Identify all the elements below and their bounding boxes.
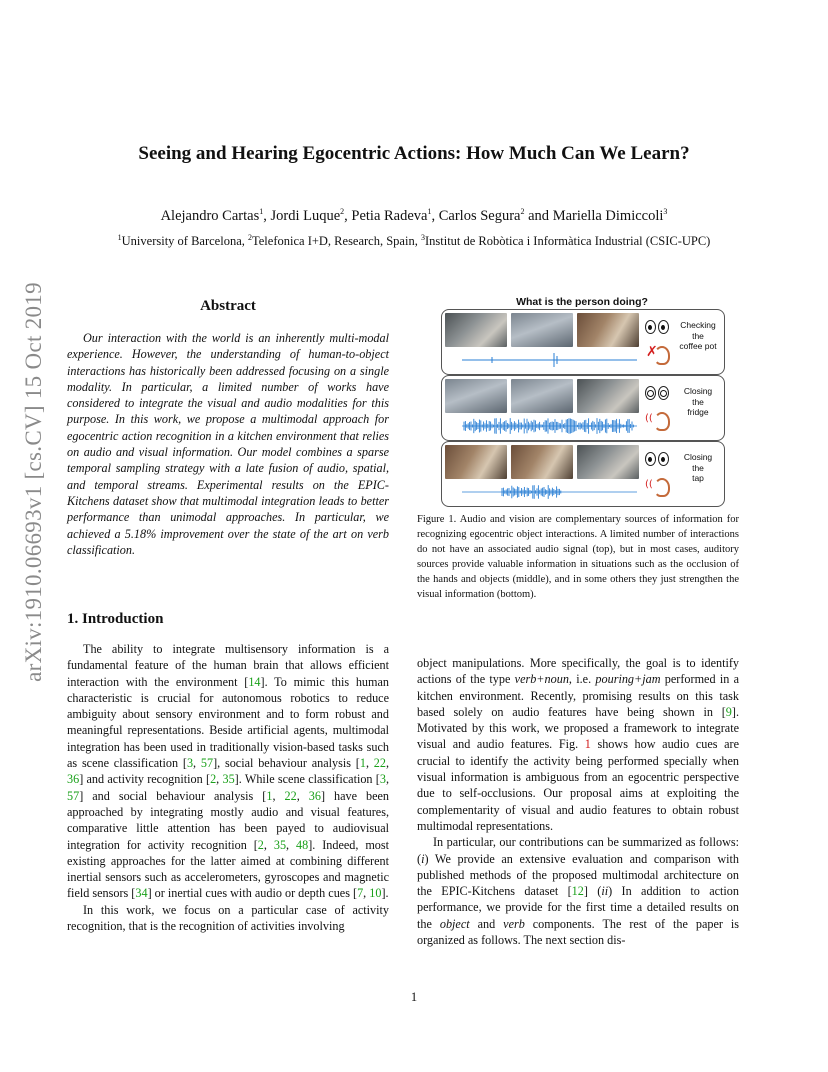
citation-link: 36 [308, 788, 321, 803]
italic-term: ii [601, 884, 609, 899]
introduction-heading: 1. Introduction [67, 611, 164, 627]
figure-panel-coffee-pot [441, 309, 725, 375]
muted-ear-icon: ✗ [646, 344, 658, 360]
right-paragraph-2: In particular, our contributions can be summarized as follows: (i) We provide an extensive evaluation and comparison with published methods of the proposed multimodal architecture on the EPIC-Kitchens dataset [12] (ii) In addition to action performance, we provide for the first time a detailed results on the object and verb components. The rest of the paper is organized as follows. The next section dis- [417, 835, 739, 948]
affiliation-marker: 2 [520, 207, 525, 217]
ear-icon [654, 346, 670, 365]
affiliation-name: Institut de Robòtica i Informàtica Industrial (CSIC-UPC) [424, 234, 711, 248]
arxiv-identifier-stamp [14, 282, 54, 682]
citation-link: 3 [186, 756, 194, 771]
italic-term: verb+noun [514, 672, 569, 687]
figure-panel-tap [441, 441, 725, 507]
author-list: Alejandro Cartas$^1$, Jordi Luque$^2$, Petia Radeva$^1$, Carlos Segura$^2$ and Mariella Dimiccoli$^3$ [160, 207, 668, 224]
figure-reference-link: 1 [584, 737, 591, 752]
panel-label: Closing the tap [683, 452, 713, 483]
affiliation-marker: 1 [259, 207, 264, 217]
introduction-body [67, 641, 389, 934]
citation-link: 35 [273, 837, 287, 852]
audio-waveform-burst [462, 482, 637, 502]
affiliation-name: Telefonica I+D, Research, Spain, [252, 234, 421, 248]
citation-link: 1 [359, 756, 366, 771]
panel-label: Checking the coffee pot [679, 320, 717, 351]
ear-icon [654, 478, 670, 497]
citation-link: 34 [135, 886, 148, 901]
affiliation-marker: 2 [248, 232, 252, 242]
affiliation-marker: 2 [340, 207, 345, 217]
eye-icon [645, 320, 656, 334]
italic-term: pouring+jam [595, 672, 661, 687]
sound-waves-icon: (( [645, 413, 653, 424]
citation-link: 12 [571, 884, 584, 899]
affiliation-marker: 1 [427, 207, 432, 217]
video-frame-thumbnail [577, 313, 639, 347]
citation-link: 9 [725, 704, 732, 719]
citation-link: 14 [248, 674, 261, 689]
eye-icon [645, 452, 656, 466]
author-name: Jordi Luque [270, 208, 341, 224]
citation-link: 57 [200, 756, 214, 771]
citation-link: 57 [67, 788, 80, 803]
author-name: Mariella Dimiccoli [552, 208, 664, 224]
author-name: Carlos Segura [438, 208, 521, 224]
video-frame-thumbnail [511, 379, 573, 413]
figure-title: What is the person doing? [516, 296, 648, 308]
citation-link: 36 [67, 772, 80, 787]
citation-link: 22 [373, 756, 386, 771]
video-frame-thumbnail [445, 313, 507, 347]
eye-icon [658, 452, 669, 466]
affiliation-marker: 3 [420, 232, 425, 242]
italic-term: verb [503, 916, 525, 931]
figure-caption: Figure 1. Audio and vision are complementary sources of information for recognizing egocentric object interactions. A limited number of interactions do not have an associated audio signal (top), but in most cases, auditory sources provide valuable information in situations such as the occlusion of the hands and objects (middle), and in some others they just strengthen the visual information (bottom). [417, 514, 739, 600]
audio-waveform-dense [462, 416, 637, 436]
citation-link: 35 [222, 772, 235, 787]
panel-label: Closing the fridge [683, 386, 713, 417]
audio-waveform-flat [462, 350, 637, 370]
video-frame-thumbnail [511, 445, 573, 479]
abstract-text: Our interaction with the world is an inherently multi-modal experience. However, the understanding of human-to-object interactions has historically been addressed focusing on a single modality. In particular, a limited number of works have considered to integrate the visual and audio modalities for this purpose. In this work, we propose a multimodal approach for egocentric action recognition in a kitchen environment that relies on audio and visual information. Our model combines a sparse temporal sampling strategy with a late fusion of audio, spatial, and temporal streams. Experimental results on the EPIC-Kitchens dataset show that multimodal integration leads to better performance than unimodal approaches. In particular, we achieved a 5.18% improvement over the state of the art on verb classification. [67, 331, 389, 557]
right-column-body [417, 655, 739, 948]
affiliation-marker: 3 [663, 207, 668, 217]
italic-term: object [439, 916, 470, 931]
author-name: Alejandro Cartas [160, 208, 260, 224]
confused-eye-icon [645, 386, 656, 400]
figure-panel-fridge [441, 375, 725, 441]
citation-link: 22 [284, 788, 297, 803]
video-frame-thumbnail [577, 379, 639, 413]
citation-link: 10 [369, 886, 382, 901]
intro-paragraph-2: In this work, we focus on a particular case of activity recognition, that is the recognition of activities involving [67, 902, 389, 934]
citation-link: 2 [210, 772, 217, 787]
right-paragraph-1: object manipulations. More specifically, the goal is to identify actions of the type verb+noun, i.e. pouring+jam performed in a kitchen environment. Recently, promising results on this task based solely on audio features have being shown in [9]. Motivated by this work, we proposed a framework to integrate visual and audio features. Fig. 1 shows how audio cues are crucial to identify the activity being performed specially when visual information is ambiguous from an egocentric perspective due to self-occlusions. Our proposal aims at exploiting the complementarity of visual and audio features to obtain robust multimodal representations. [417, 656, 740, 833]
citation-link: 7 [357, 886, 364, 901]
affiliation-name: University of Barcelona, [121, 234, 248, 248]
arxiv-identifier-text: arXiv:1910.06693v1 [cs.CV] 15 Oct 2019 [21, 282, 47, 682]
author-name: Petia Radeva [351, 208, 428, 224]
video-frame-thumbnail [511, 313, 573, 347]
eye-icon [658, 320, 669, 334]
citation-link: 3 [379, 772, 386, 787]
video-frame-thumbnail [445, 445, 507, 479]
video-frame-thumbnail [445, 379, 507, 413]
confused-eye-icon [658, 386, 669, 400]
citation-link: 2 [257, 837, 264, 852]
affiliation-marker: 1 [117, 232, 122, 242]
intro-paragraph-1: The ability to integrate multisensory information is a fundamental feature of the human brain that allows efficient interaction with the environment [14]. To mimic this human characteristic is crucial for autonomous robotics to reduce ambiguity about sensory environment and to form robust and meaningful representations. Beside artificial agents, multimodal integration has been used in traditionally vision-based tasks such as scene classification [3, 57], social behaviour analysis [1, 22, 36] and activity recognition [2, 35]. While scene classification [3, 57] and social behaviour analysis [1, 22, 36] have been approached by integrating mostly audio and visual features, comparative little attention has been payed to audiovisual integration for activity recognition [2, 35, 48]. Indeed, most existing approaches for the latter aimed at combining different inertial sensors such as accelerometers, gyroscopes and magnetic field sensors [34] or inertial cues with audio or depth cues [7, 10]. [67, 642, 390, 901]
video-frame-thumbnail [577, 445, 639, 479]
modality-icons [642, 446, 676, 502]
page-number: 1 [410, 990, 418, 1004]
paper-title: Seeing and Hearing Egocentric Actions: How Much Can We Learn? [138, 143, 690, 164]
modality-icons [642, 314, 676, 370]
italic-term: i [421, 851, 425, 866]
abstract-heading: Abstract [200, 298, 256, 314]
affiliation-list [0, 234, 828, 249]
modality-icons [642, 380, 676, 436]
citation-link: 1 [266, 788, 273, 803]
sound-waves-icon: (( [645, 479, 653, 490]
citation-link: 48 [296, 837, 309, 852]
ear-icon [654, 412, 670, 431]
